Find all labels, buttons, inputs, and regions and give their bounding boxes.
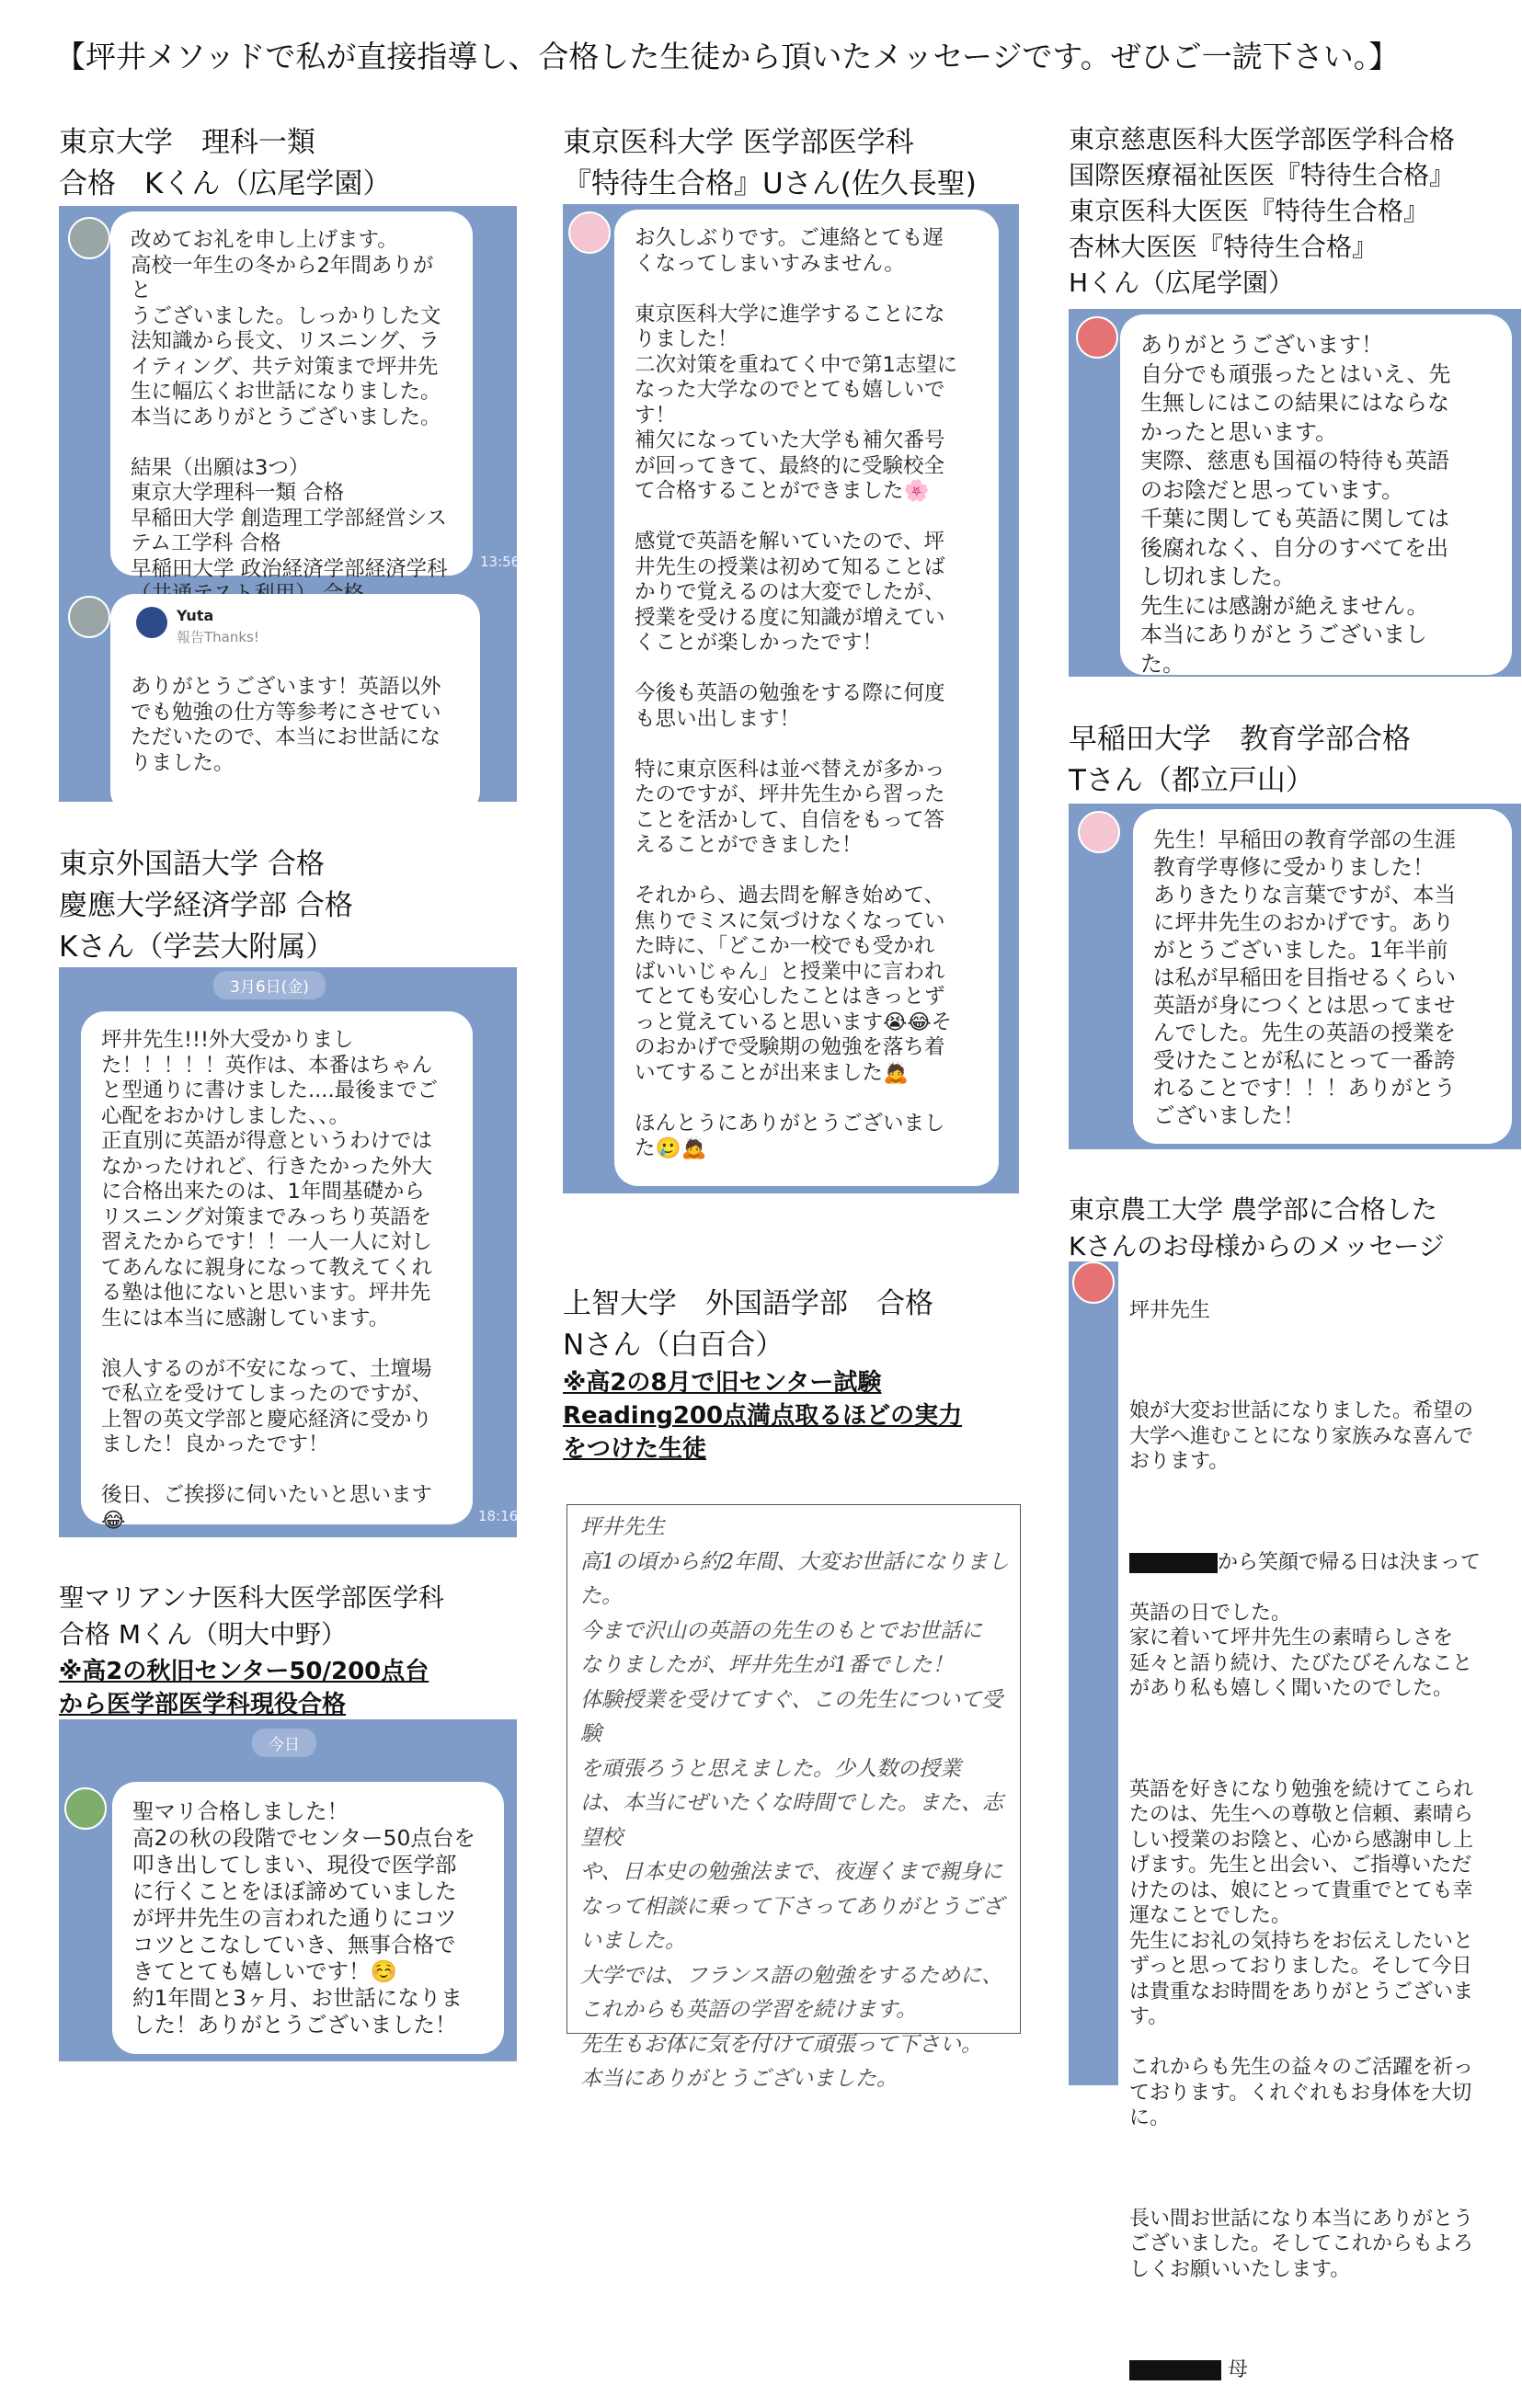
- chat-bubble: 聖マリ合格しました！ 高2の秋の段階でセンター50点台を 叩き出してしまい、現役で医学部 に行くことをほぼ諦めていました が坪井先生の言われた通りにコツ コツとこなしていき、無事合格で きてとても嬉しいです！☺️ 約1年間と3ヶ月、お世話になりま した！ありがとうございました！: [112, 1782, 504, 2054]
- heading-line: 上智大学 外国語学部 合格: [563, 1287, 933, 1320]
- avatar: [568, 211, 611, 254]
- heading-line: Nさん（白百合）: [563, 1329, 784, 1362]
- heading-line: 東京慈恵医科大医学部医学科合格: [1069, 124, 1456, 154]
- redaction-mark: [1129, 1553, 1218, 1573]
- heading-line: 東京医科大学 医学部医学科: [563, 126, 914, 159]
- section-heading: [59, 844, 353, 968]
- heading-line: 合格 Kくん（広尾学園）: [59, 167, 392, 200]
- avatar: [68, 217, 110, 259]
- heading-line: 合格 Mくん（明大中野）: [59, 1619, 348, 1649]
- heading-line: 早稲田大学 教育学部合格: [1069, 723, 1411, 756]
- paragraph: 英語を好きになり勉強を続けてこられ たのは、先生への尊敬と信頼、素晴ら しい授業のお陰と、心から感謝申し上 げます。先生と出会い、ご指導いただ けたのは、娘にとって貴重でとても幸 運なことでした。 先生にお礼の気持ちをお伝えしたいと ずっと思っておりました。そして今日 は貴重なお時間をありがとうございま す。: [1129, 1777, 1474, 2028]
- heading-line: 慶應大学経済学部 合格: [59, 889, 353, 922]
- section-heading: [1069, 121, 1455, 301]
- chat-bubble: お久しぶりです。ご連絡とても遅 くなってしまいすみません。 東京医科大学に進学することにな りました！ 二次対策を重ねてく中で第1志望に なった大学なのでとても嬉しいで す！ 補欠になっていた大学も補欠番号 が回ってきて、最終的に受験校全 て合格することができました🌸 感覚で英語を解いていたので、坪 井先生の授業は初めて知ることば かりで覚えるのは大変でしたが、 授業を受ける度に知識が増えてい くことが楽しかったです！ 今後も英語の勉強をする際に何度 も思い出します！ 特に東京医科は並べ替えが多かっ たのですが、坪井先生から習った ことを活かして、自信をもって答 えることができました！ それから、過去問を解き始めて、 焦りでミスに気づけなくなってい た時に、「どこか一校でも受かれ ばいいじゃん」と授業中に言われ てとても安心したことはきっとず っと覚えていると思います😭😂そ のおかげで受験期の勉強を落ち着 いてすることが出来ました🙇 ほんとうにありがとうございまし た🥲🙇: [614, 210, 999, 1186]
- heading-line: 東京医科大医医『特待生合格』: [1069, 196, 1430, 226]
- note: [563, 1366, 962, 1466]
- letter-text: 坪井先生 高1の頃から約2年間、大変お世話になりました。 今まで沢山の英語の先生のもとでお世話に なりましたが、坪井先生が1番でした！ 体験授業を受けてすぐ、この先生について受験 を頑張ろうと思えました。少人数の授業 は、本当にぜいたくな時間でした。また、志望校 や、日本史の勉強法まで、夜遅くまで親身に なって相談に乗って下さってありがとうございました。 大学では、フランス語の勉強をするために、 これからも英語の学習を続けます。 先生もお体に気を付けて頑張って下さい。 本当にありがとうございました。: [580, 1515, 1010, 2091]
- chat-screenshot-noko: [1069, 1261, 1521, 2381]
- heading-line: Kさん（学芸大附属）: [59, 930, 335, 964]
- reply-avatar-icon: [136, 607, 167, 638]
- signature: [1129, 2357, 1516, 2383]
- chat-screenshot-todai: [59, 206, 521, 802]
- note: [59, 1655, 429, 1721]
- heading-line: 東京大学 理科一類: [59, 126, 315, 159]
- heading-line: Tさん（都立戸山）: [1069, 764, 1314, 797]
- paragraph: これからも先生の益々のご活躍を祈っ ております。くれぐれもお身体を大切 に。: [1129, 2056, 1474, 2129]
- timestamp: 13:56: [480, 553, 521, 570]
- avatar: [1076, 316, 1118, 359]
- avatar: [68, 596, 110, 638]
- chat-bubble: 坪井先生!!!外大受かりまし た！！！！！英作は、本番はちゃん と型通りに書けました....最後までご 心配をおかけしました、、。 正直別に英語が得意というわけでは なかったけれど、行きたかった外大 に合格出来たのは、1年間基礎から リスニング対策までみっちり英語を 習えたからです！！一人一人に対し てあんなに親身になって教えてくれ る塾は他にないと思います。坪井先 生には本当に感謝しています。 浪人するのが不安になって、土壇場 で私立を受けてしまったのですが、 上智の英文学部と慶応経済に受かり ました！良かったです！ 後日、ご挨拶に伺いたいと思います 😂: [81, 1011, 473, 1524]
- reply-subtitle: 報告Thanks!: [177, 629, 259, 645]
- note-line: ※高2の8月で旧センター試験: [563, 1369, 882, 1397]
- page-title: 【坪井メソッドで私が直接指導し、合格した生徒から頂いたメッセージです。ぜひご一読下さい。】: [55, 39, 1400, 74]
- reply-name: Yuta: [177, 607, 214, 624]
- date-pill: 3月6日(金): [213, 971, 326, 999]
- note-line: ※高2の秋旧センター50/200点台: [59, 1658, 429, 1685]
- message-text: [1129, 1272, 1516, 2408]
- chat-screenshot-jikei: [1069, 309, 1521, 677]
- chat-screenshot-waseda: [1069, 804, 1521, 1149]
- chat-screenshot-tokyo-ika: [563, 204, 1019, 1193]
- note-line: Reading200点満点取るほどの実力: [563, 1402, 963, 1430]
- avatar: [1072, 1261, 1115, 1304]
- section-heading: [563, 122, 977, 205]
- heading-line: Hくん（広尾学園）: [1069, 268, 1295, 298]
- avatar: [64, 1787, 107, 1830]
- heading-line: 国際医療福祉医医『特待生合格』: [1069, 160, 1456, 190]
- date-pill: 今日: [252, 1729, 316, 1757]
- chat-bubble: ありがとうございます！ 自分でも頑張ったとはいえ、先 生無しにはこの結果にはならな かったと思います。 実際、慈恵も国福の特待も英語 のお陰だと思っています。 千葉に関しても英語に関しては 後腐れなく、自分のすべてを出 し切れました。 先生には感謝が絶えません。 本当にありがとうございまし た。: [1120, 314, 1512, 675]
- section-heading: [59, 122, 391, 205]
- section-heading: [563, 1284, 933, 1366]
- heading-line: 東京外国語大学 合格: [59, 848, 325, 881]
- paragraph-fragment: から笑顔で帰る日は決まって: [1218, 1550, 1482, 1574]
- paragraph: [1129, 1550, 1516, 1576]
- section-heading: [1069, 1192, 1445, 1265]
- avatar: [1078, 811, 1120, 853]
- heading-line: 東京農工大学 農学部に合格した: [1069, 1194, 1437, 1225]
- timestamp: 18:16: [478, 1508, 519, 1524]
- chat-screenshot-gaidai: [59, 967, 517, 1537]
- chat-bubble: ありがとうございます！英語以外 でも勉強の仕方等参考にさせてい ただいたので、本当にお世話にな りました。: [110, 594, 480, 815]
- note-line: をつけた生徒: [563, 1435, 707, 1463]
- heading-line: 『特待生合格』Uさん(佐久長聖): [563, 167, 977, 200]
- paragraph: 娘が大変お世話になりました。希望の 大学へ進むことになり家族みな喜んで おります。: [1129, 1399, 1474, 1473]
- chat-bubble: 先生！早稲田の教育学部の生涯 教育学専修に受かりました！ ありきたりな言葉ですが、本当 に坪井先生のおかげです。あり がとうございました。1年半前 は私が早稲田を目指せるくらい 英語が身につくとは思ってませ んでした。先生の英語の授業を 受けたことが私にとって一番誇 れることです！！！ありがとう ございました！: [1133, 809, 1512, 1144]
- signature-text: 母: [1228, 2358, 1249, 2381]
- paragraph: 英語の日でした。 家に着いて坪井先生の素晴らしさを 延々と語り続け、たびたびそんなこと があり私も嬉しく聞いたのでした。: [1129, 1601, 1473, 1700]
- heading-line: Kさんのお母様からのメッセージ: [1069, 1231, 1445, 1261]
- chat-screenshot-marianna: [59, 1719, 517, 2061]
- chat-bubble: 改めてお礼を申し上げます。 高校一年生の冬から2年間ありがと うございました。しっかりした文 法知識から長文、リスニング、ラ イティング、共テ対策まで坪井先 生に幅広くお世話になりました。 本当にありがとうございました。 結果（出願は3つ） 東京大学理科一類 合格 早稲田大学 創造理工学部経営シス テム工学科 合格 早稲田大学 政治経済学部経済学科: [110, 211, 473, 576]
- paragraph: 長い間お世話になり本当にありがとう ございました。そしてこれからもよろ しくお願いいたします。: [1129, 2207, 1474, 2281]
- redaction-mark: [1129, 2360, 1221, 2380]
- handwritten-letter: [566, 1504, 1021, 2091]
- section-heading: [1069, 719, 1411, 802]
- note-line: から医学部医学科現役合格: [59, 1691, 347, 1718]
- heading-line: 杏林大医医『特待生合格』: [1069, 232, 1379, 262]
- greeting: 坪井先生: [1129, 1298, 1211, 1322]
- section-heading: [59, 1580, 444, 1653]
- heading-line: 聖マリアンナ医科大医学部医学科: [59, 1582, 444, 1613]
